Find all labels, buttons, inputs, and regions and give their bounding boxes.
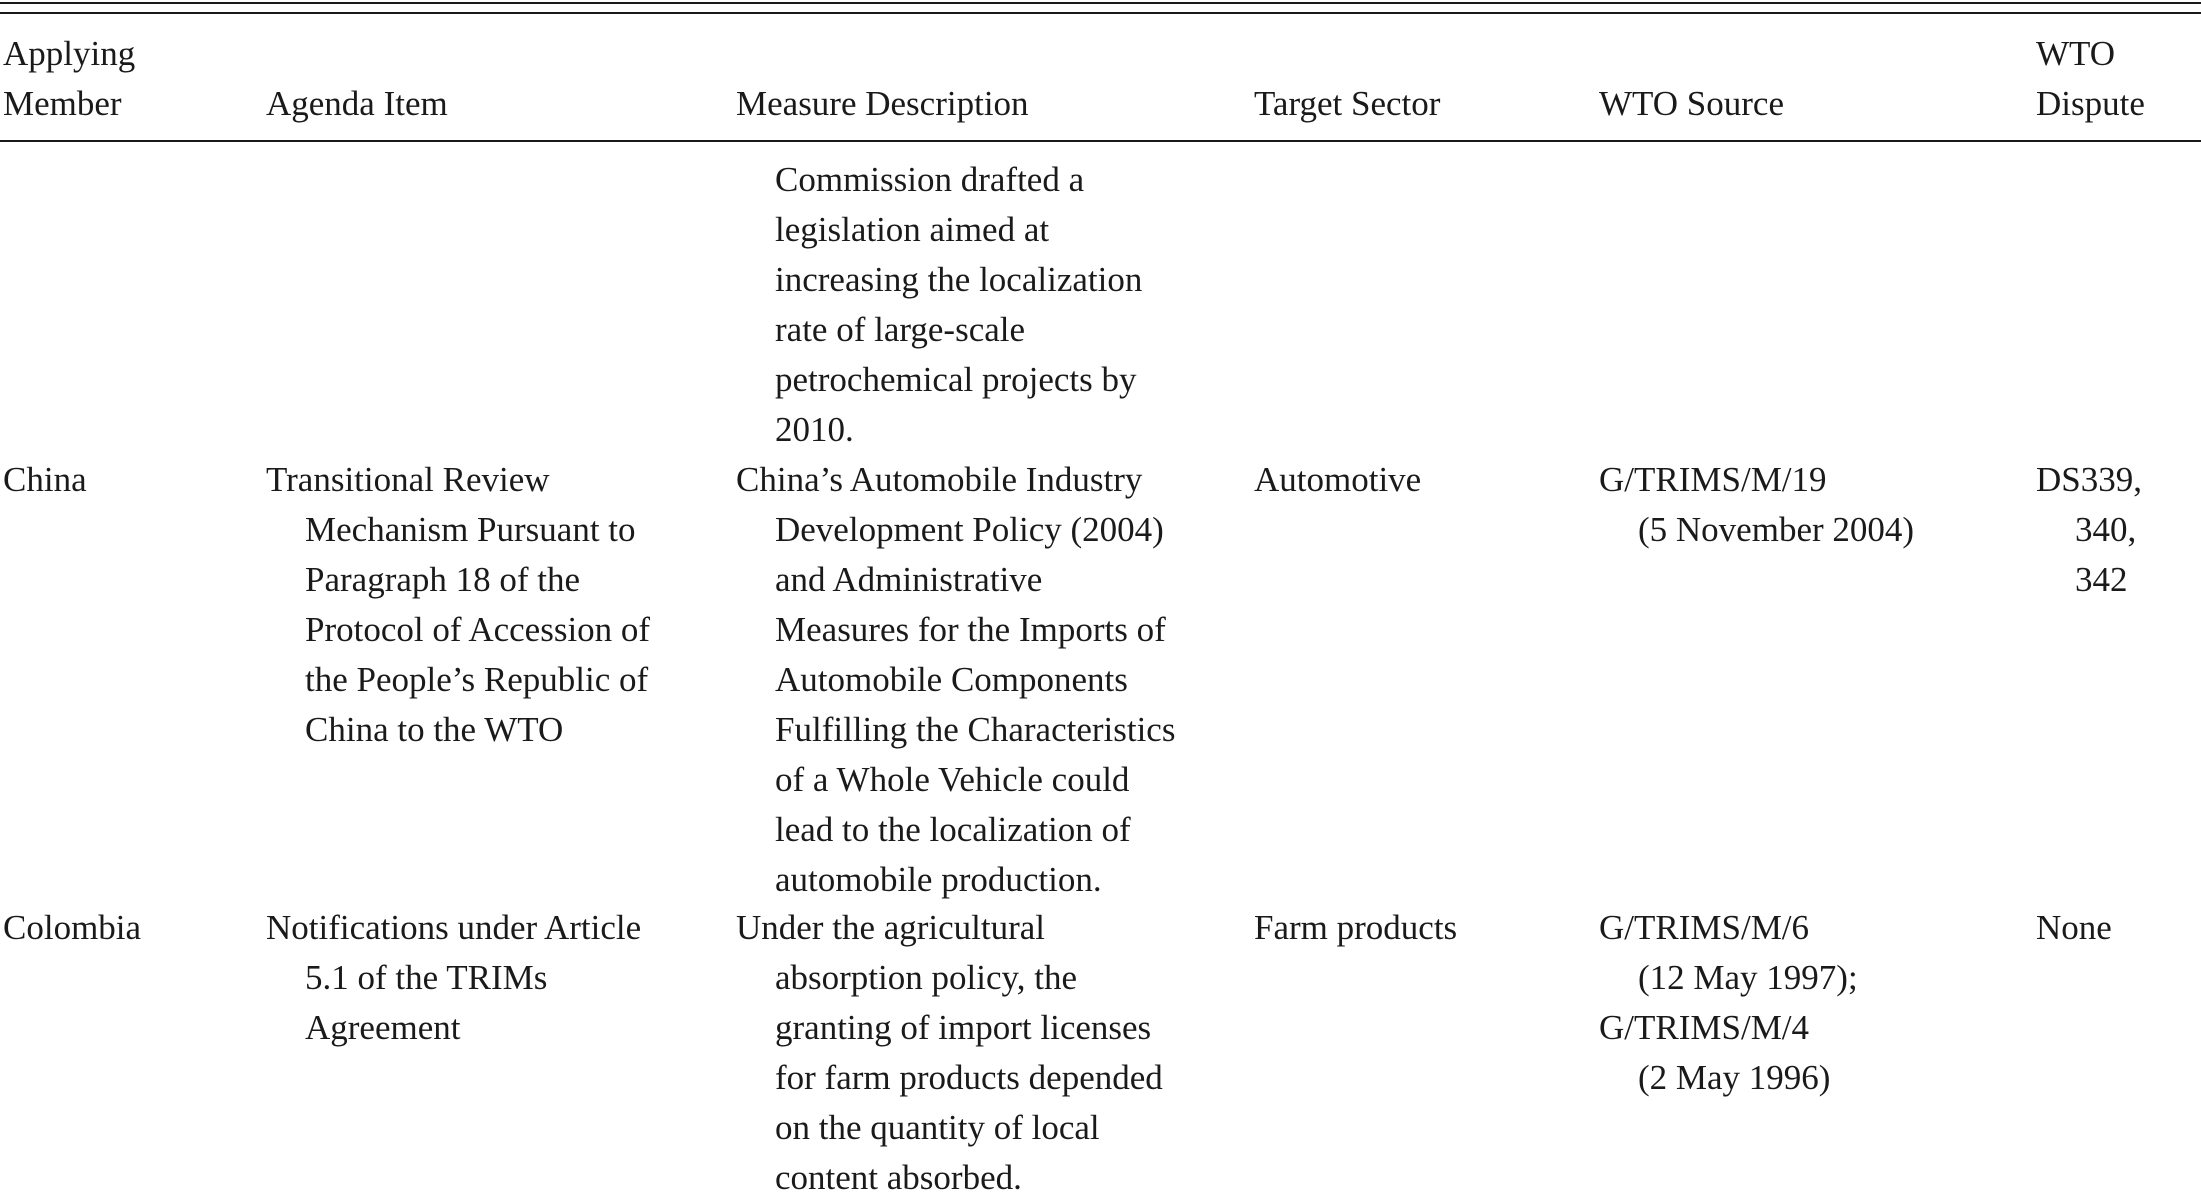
- row-china-target-sector: Automotive: [1254, 460, 1422, 499]
- table-top-rule-second: [0, 12, 2201, 14]
- row-colombia-agenda-item: Notifications under Article 5.1 of the TRIMs Agreement: [266, 908, 642, 1047]
- row-china-wto-source: G/TRIMS/M/19 (5 November 2004): [1599, 460, 1915, 549]
- table-top-rule: [0, 2, 2201, 4]
- row-colombia-target-sector: Farm products: [1254, 908, 1458, 947]
- row-colombia-measure-description: Under the agricultural absorption policy, the granting of import licenses for farm products depended on the quantity of local content absorbed.: [736, 908, 1163, 1197]
- row-china-measure-description: China’s Automobile Industry Development Policy (2004) and Administrative Measures for the Imports of Automobile Components Fulfilling the Characteristics of a Whole Vehicle could lead to the localization of automobile production.: [736, 460, 1176, 899]
- header-measure-description: Measure Description: [736, 84, 1029, 123]
- row-china-applying-member: China: [3, 460, 87, 499]
- header-bottom-rule: [0, 140, 2201, 142]
- header-applying-member: Applying Member: [3, 34, 136, 123]
- row-china-wto-dispute: DS339, 340, 342: [2036, 460, 2142, 599]
- row-colombia-applying-member: Colombia: [3, 908, 142, 947]
- row-colombia-wto-source: G/TRIMS/M/6 (12 May 1997); G/TRIMS/M/4 (2 May 1996): [1599, 908, 1858, 1097]
- header-wto-dispute: WTO Dispute: [2036, 34, 2145, 123]
- header-wto-source: WTO Source: [1599, 84, 1784, 123]
- continuation-measure-description: Commission drafted a legislation aimed at increasing the localization rate of large-scale petrochemical projects by 2010.: [775, 160, 1143, 449]
- row-china-agenda-item: Transitional Review Mechanism Pursuant to Paragraph 18 of the Protocol of Accession of the People’s Republic of China to the WTO: [266, 460, 651, 749]
- row-colombia-wto-dispute: None: [2036, 908, 2112, 947]
- header-agenda-item: Agenda Item: [266, 84, 448, 123]
- header-target-sector: Target Sector: [1254, 84, 1441, 123]
